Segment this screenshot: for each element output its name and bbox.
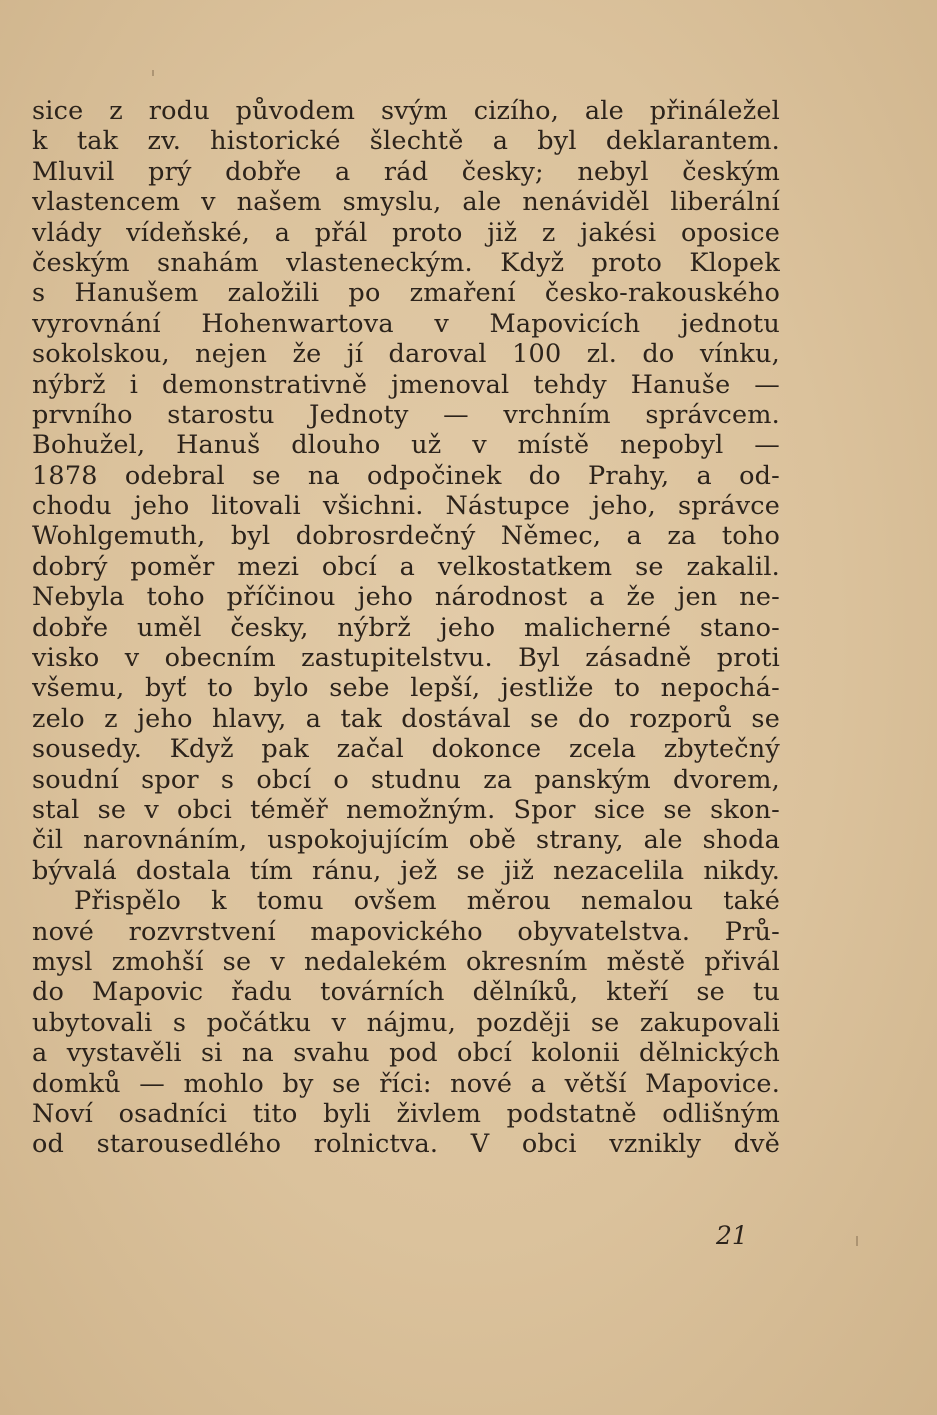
- text-line: mysl zmohší se v nedalekém okresním městě přivál: [32, 946, 780, 977]
- text-line: zelo z jeho hlavy, a tak dostával se do rozporů se: [32, 703, 780, 734]
- text-line: visko v obecním zastupitelstvu. Byl zásadně proti: [32, 643, 780, 674]
- text-line: nýbrž i demonstrativně jmenoval tehdy Hanuše —: [32, 369, 780, 400]
- text-line: Bohužel, Hanuš dlouho už v místě nepobyl —: [32, 430, 780, 461]
- text-line: do Mapovic řadu továrních dělníků, kteří se tu: [32, 977, 780, 1008]
- text-line: vyrovnání Hohenwartova v Mapovicích jednotu: [32, 308, 780, 339]
- text-line: Přispělo k tomu ovšem měrou nemalou také: [74, 886, 780, 917]
- text-line: Nebyla toho příčinou jeho národnost a že jen ne-: [32, 582, 780, 613]
- text-line: prvního starostu Jednoty — vrchním správcem.: [32, 399, 780, 430]
- text-line: od starousedlého rolnictva. V obci vznikly dvě: [32, 1129, 780, 1160]
- text-line: dobrý poměr mezi obcí a velkostatkem se zakalil.: [32, 551, 780, 582]
- text-line: domků — mohlo by se říci: nové a větší Mapovice.: [32, 1068, 780, 1099]
- text-line: sokolskou, nejen že jí daroval 100 zl. do vínku,: [32, 339, 780, 370]
- text-line: Noví osadníci tito byli živlem podstatně odlišným: [32, 1098, 780, 1129]
- text-line: a vystavěli si na svahu pod obcí kolonii dělnických: [32, 1038, 780, 1069]
- body-text: [32, 96, 780, 1160]
- text-line: stal se v obci téměř nemožným. Spor sice se skon-: [32, 794, 780, 825]
- text-line: všemu, byť to bylo sebe lepší, jestliže to nepochá-: [32, 673, 780, 704]
- text-line: Wohlgemuth, byl dobrosrdečný Němec, a za toho: [32, 521, 780, 552]
- page-number: 21: [716, 1221, 748, 1250]
- text-line: nové rozvrstvení mapovického obyvatelstva. Prů-: [32, 916, 780, 947]
- text-line: vlády vídeňské, a přál proto již z jakési oposice: [32, 217, 780, 248]
- text-line: ubytovali s počátku v nájmu, později se zakupovali: [32, 1007, 780, 1038]
- text-line: s Hanušem založili po zmaření česko-rakouského: [32, 278, 780, 309]
- text-line: dobře uměl česky, nýbrž jeho malicherné stano-: [32, 612, 780, 643]
- text-line: chodu jeho litovali všichni. Nástupce jeho, správce: [32, 491, 780, 522]
- text-line: sice z rodu původem svým cizího, ale přináležel: [32, 96, 780, 126]
- text-line: Mluvil prý dobře a rád česky; nebyl českým: [32, 156, 780, 187]
- text-line: českým snahám vlasteneckým. Když proto Klopek: [32, 247, 780, 278]
- text-line: sousedy. Když pak začal dokonce zcela zbytečný: [32, 734, 780, 765]
- text-line: čil narovnáním, uspokojujícím obě strany, ale shoda: [32, 825, 780, 856]
- text-line: soudní spor s obcí o studnu za panským dvorem,: [32, 764, 780, 795]
- text-line: bývalá dostala tím ránu, jež se již nezacelila nikdy.: [32, 855, 780, 886]
- text-line: vlastencem v našem smyslu, ale nenáviděl liberální: [32, 187, 780, 218]
- paper-speck: [152, 70, 154, 76]
- paper-speck: [856, 1236, 858, 1246]
- text-line: 1878 odebral se na odpočinek do Prahy, a od-: [32, 460, 780, 491]
- text-line: k tak zv. historické šlechtě a byl deklarantem.: [32, 126, 780, 157]
